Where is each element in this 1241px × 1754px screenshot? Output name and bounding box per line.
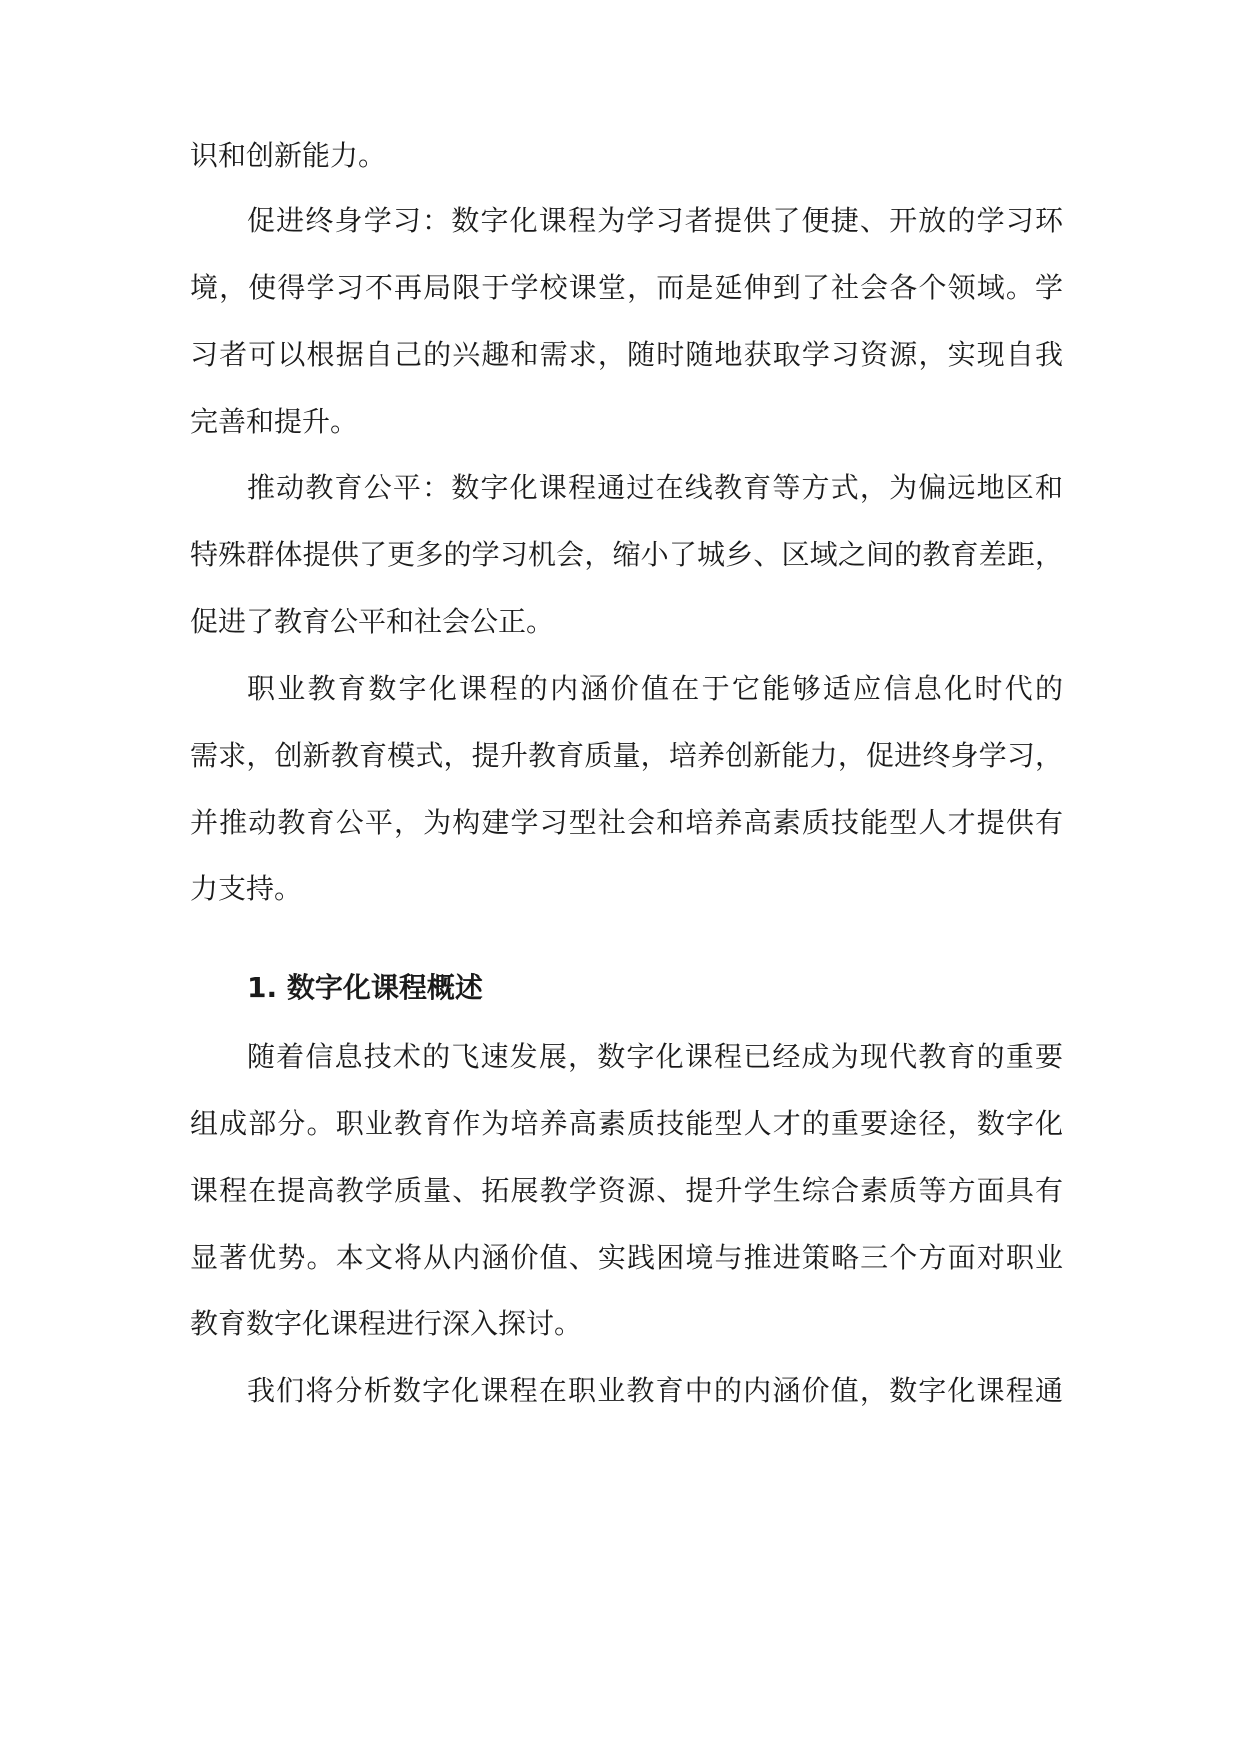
paragraph-line: 习者可以根据自己的兴趣和需求，随时随地获取学习资源，实现自我 (190, 338, 1063, 371)
paragraph-line: 完善和提升。 (190, 405, 359, 438)
paragraph-line: 推动教育公平：数字化课程通过在线教育等方式，为偏远地区和 (247, 471, 1063, 504)
paragraph-line: 促进终身学习：数字化课程为学习者提供了便捷、开放的学习环 (247, 204, 1063, 237)
paragraph-line: 职业教育数字化课程的内涵价值在于它能够适应信息化时代的 (247, 672, 1063, 705)
paragraph-line: 组成部分。职业教育作为培养高素质技能型人才的重要途径，数字化 (190, 1107, 1063, 1140)
paragraph-line: 随着信息技术的飞速发展，数字化课程已经成为现代教育的重要 (247, 1040, 1063, 1073)
paragraph-line: 促进了教育公平和社会公正。 (190, 605, 555, 638)
paragraph-line: 需求，创新教育模式，提升教育质量，培养创新能力，促进终身学习， (190, 739, 1063, 772)
paragraph-line: 课程在提高教学质量、拓展教学资源、提升学生综合素质等方面具有 (190, 1174, 1063, 1207)
paragraph-line: 教育数字化课程进行深入探讨。 (190, 1307, 583, 1340)
paragraph-line: 显著优势。本文将从内涵价值、实践困境与推进策略三个方面对职业 (190, 1241, 1063, 1274)
paragraph-line: 特殊群体提供了更多的学习机会，缩小了城乡、区域之间的教育差距， (190, 538, 1063, 571)
paragraph-line: 境，使得学习不再局限于学校课堂，而是延伸到了社会各个领域。学 (190, 271, 1063, 304)
paragraph-line: 识和创新能力。 (190, 139, 387, 172)
section-heading: 1. 数字化课程概述 (247, 971, 483, 1004)
paragraph-line: 我们将分析数字化课程在职业教育中的内涵价值，数字化课程通 (247, 1374, 1063, 1407)
paragraph-line: 力支持。 (190, 872, 303, 905)
paragraph-line: 并推动教育公平，为构建学习型社会和培养高素质技能型人才提供有 (190, 806, 1063, 839)
